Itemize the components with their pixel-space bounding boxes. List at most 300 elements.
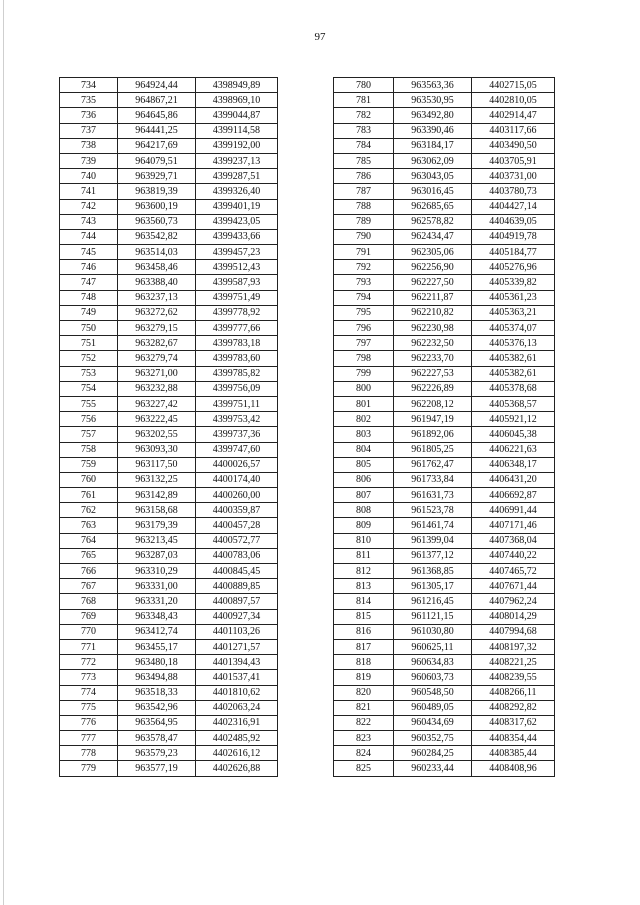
x-coordinate-cell: 963577,19 xyxy=(118,761,196,776)
y-coordinate-cell: 4399753,42 xyxy=(196,412,278,427)
x-coordinate-cell: 963016,45 xyxy=(394,184,472,199)
point-number-cell: 788 xyxy=(334,199,394,214)
y-coordinate-cell: 4399326,40 xyxy=(196,184,278,199)
table-row xyxy=(60,78,278,93)
table-row xyxy=(60,564,278,579)
point-number-cell: 747 xyxy=(60,275,118,290)
table-row xyxy=(334,123,555,138)
x-coordinate-cell: 964924,44 xyxy=(118,78,196,93)
y-coordinate-cell: 4403117,66 xyxy=(472,123,555,138)
y-coordinate-cell: 4399512,43 xyxy=(196,260,278,275)
table-row xyxy=(334,609,555,624)
table-row xyxy=(60,290,278,305)
x-coordinate-cell: 961121,15 xyxy=(394,609,472,624)
table-row xyxy=(60,472,278,487)
x-coordinate-cell: 963455,17 xyxy=(118,639,196,654)
table-row xyxy=(60,321,278,336)
table-row xyxy=(334,199,555,214)
point-number-cell: 750 xyxy=(60,321,118,336)
y-coordinate-cell: 4405921,12 xyxy=(472,412,555,427)
y-coordinate-cell: 4406348,17 xyxy=(472,457,555,472)
x-coordinate-cell: 962230,98 xyxy=(394,321,472,336)
table-row xyxy=(334,93,555,108)
table-row xyxy=(60,351,278,366)
table-row xyxy=(60,260,278,275)
point-number-cell: 805 xyxy=(334,457,394,472)
x-coordinate-cell: 963388,40 xyxy=(118,275,196,290)
y-coordinate-cell: 4408292,82 xyxy=(472,700,555,715)
y-coordinate-cell: 4402063,24 xyxy=(196,700,278,715)
x-coordinate-cell: 963331,00 xyxy=(118,579,196,594)
table-row xyxy=(60,366,278,381)
point-number-cell: 801 xyxy=(334,396,394,411)
point-number-cell: 767 xyxy=(60,579,118,594)
table-row xyxy=(60,700,278,715)
y-coordinate-cell: 4408408,96 xyxy=(472,761,555,776)
y-coordinate-cell: 4399756,09 xyxy=(196,381,278,396)
table-row xyxy=(60,412,278,427)
point-number-cell: 758 xyxy=(60,442,118,457)
x-coordinate-cell: 962434,47 xyxy=(394,229,472,244)
point-number-cell: 765 xyxy=(60,548,118,563)
point-number-cell: 796 xyxy=(334,321,394,336)
table-row xyxy=(334,655,555,670)
x-coordinate-cell: 963142,89 xyxy=(118,488,196,503)
y-coordinate-cell: 4398969,10 xyxy=(196,93,278,108)
table-row xyxy=(334,169,555,184)
page-number: 97 xyxy=(314,31,326,43)
y-coordinate-cell: 4399587,93 xyxy=(196,275,278,290)
table-row xyxy=(334,396,555,411)
table-row xyxy=(334,533,555,548)
table-row xyxy=(60,396,278,411)
x-coordinate-cell: 963390,46 xyxy=(394,123,472,138)
y-coordinate-cell: 4407671,44 xyxy=(472,579,555,594)
y-coordinate-cell: 4399737,36 xyxy=(196,427,278,442)
y-coordinate-cell: 4401103,26 xyxy=(196,624,278,639)
x-coordinate-cell: 963579,23 xyxy=(118,746,196,761)
x-coordinate-cell: 963237,13 xyxy=(118,290,196,305)
table-row xyxy=(334,639,555,654)
y-coordinate-cell: 4408266,11 xyxy=(472,685,555,700)
table-row xyxy=(334,503,555,518)
point-number-cell: 742 xyxy=(60,199,118,214)
point-number-cell: 761 xyxy=(60,488,118,503)
x-coordinate-cell: 963232,88 xyxy=(118,381,196,396)
table-row xyxy=(334,518,555,533)
x-coordinate-cell: 963272,62 xyxy=(118,305,196,320)
point-number-cell: 815 xyxy=(334,609,394,624)
x-coordinate-cell: 960233,44 xyxy=(394,761,472,776)
y-coordinate-cell: 4406431,20 xyxy=(472,472,555,487)
table-row xyxy=(60,199,278,214)
point-number-cell: 760 xyxy=(60,472,118,487)
point-number-cell: 755 xyxy=(60,396,118,411)
point-number-cell: 794 xyxy=(334,290,394,305)
y-coordinate-cell: 4408385,44 xyxy=(472,746,555,761)
y-coordinate-cell: 4400897,57 xyxy=(196,594,278,609)
point-number-cell: 772 xyxy=(60,655,118,670)
x-coordinate-cell: 964441,25 xyxy=(118,123,196,138)
y-coordinate-cell: 4402810,05 xyxy=(472,93,555,108)
y-coordinate-cell: 4400783,06 xyxy=(196,548,278,563)
table-row xyxy=(334,214,555,229)
x-coordinate-cell: 963412,74 xyxy=(118,624,196,639)
point-number-cell: 819 xyxy=(334,670,394,685)
table-row xyxy=(334,746,555,761)
point-number-cell: 798 xyxy=(334,351,394,366)
x-coordinate-cell: 963043,05 xyxy=(394,169,472,184)
y-coordinate-cell: 4401271,57 xyxy=(196,639,278,654)
point-number-cell: 748 xyxy=(60,290,118,305)
x-coordinate-cell: 961377,12 xyxy=(394,548,472,563)
x-coordinate-cell: 960625,11 xyxy=(394,639,472,654)
x-coordinate-cell: 961368,85 xyxy=(394,564,472,579)
y-coordinate-cell: 4402316,91 xyxy=(196,715,278,730)
y-coordinate-cell: 4405376,13 xyxy=(472,336,555,351)
table-row xyxy=(60,245,278,260)
point-number-cell: 783 xyxy=(334,123,394,138)
point-number-cell: 795 xyxy=(334,305,394,320)
table-row xyxy=(334,321,555,336)
point-number-cell: 768 xyxy=(60,594,118,609)
x-coordinate-cell: 963348,43 xyxy=(118,609,196,624)
point-number-cell: 791 xyxy=(334,245,394,260)
y-coordinate-cell: 4400457,28 xyxy=(196,518,278,533)
table-row xyxy=(334,381,555,396)
point-number-cell: 804 xyxy=(334,442,394,457)
y-coordinate-cell: 4399287,51 xyxy=(196,169,278,184)
y-coordinate-cell: 4399044,87 xyxy=(196,108,278,123)
point-number-cell: 754 xyxy=(60,381,118,396)
x-coordinate-cell: 963179,39 xyxy=(118,518,196,533)
x-coordinate-cell: 962233,70 xyxy=(394,351,472,366)
y-coordinate-cell: 4399457,23 xyxy=(196,245,278,260)
y-coordinate-cell: 4405368,57 xyxy=(472,396,555,411)
point-number-cell: 802 xyxy=(334,412,394,427)
table-row xyxy=(334,731,555,746)
table-row xyxy=(60,594,278,609)
y-coordinate-cell: 4398949,89 xyxy=(196,78,278,93)
x-coordinate-cell: 962578,82 xyxy=(394,214,472,229)
point-number-cell: 809 xyxy=(334,518,394,533)
y-coordinate-cell: 4405361,23 xyxy=(472,290,555,305)
y-coordinate-cell: 4399114,58 xyxy=(196,123,278,138)
point-number-cell: 736 xyxy=(60,108,118,123)
y-coordinate-cell: 4404639,05 xyxy=(472,214,555,229)
table-row xyxy=(334,579,555,594)
y-coordinate-cell: 4407962,24 xyxy=(472,594,555,609)
point-number-cell: 823 xyxy=(334,731,394,746)
y-coordinate-cell: 4400927,34 xyxy=(196,609,278,624)
x-coordinate-cell: 963492,80 xyxy=(394,108,472,123)
point-number-cell: 739 xyxy=(60,153,118,168)
point-number-cell: 779 xyxy=(60,761,118,776)
point-number-cell: 810 xyxy=(334,533,394,548)
table-row xyxy=(334,336,555,351)
table-row xyxy=(60,746,278,761)
y-coordinate-cell: 4405382,61 xyxy=(472,366,555,381)
y-coordinate-cell: 4399433,66 xyxy=(196,229,278,244)
x-coordinate-cell: 960352,75 xyxy=(394,731,472,746)
x-coordinate-cell: 962210,82 xyxy=(394,305,472,320)
table-row xyxy=(60,503,278,518)
y-coordinate-cell: 4399192,00 xyxy=(196,138,278,153)
point-number-cell: 807 xyxy=(334,488,394,503)
y-coordinate-cell: 4405378,68 xyxy=(472,381,555,396)
y-coordinate-cell: 4401537,41 xyxy=(196,670,278,685)
point-number-cell: 774 xyxy=(60,685,118,700)
y-coordinate-cell: 4400359,87 xyxy=(196,503,278,518)
y-coordinate-cell: 4404427,14 xyxy=(472,199,555,214)
point-number-cell: 751 xyxy=(60,336,118,351)
table-row xyxy=(60,457,278,472)
point-number-cell: 803 xyxy=(334,427,394,442)
y-coordinate-cell: 4400026,57 xyxy=(196,457,278,472)
table-row xyxy=(60,731,278,746)
y-coordinate-cell: 4405363,21 xyxy=(472,305,555,320)
y-coordinate-cell: 4408317,62 xyxy=(472,715,555,730)
x-coordinate-cell: 964645,86 xyxy=(118,108,196,123)
y-coordinate-cell: 4408197,32 xyxy=(472,639,555,654)
y-coordinate-cell: 4399785,82 xyxy=(196,366,278,381)
table-row xyxy=(334,488,555,503)
point-number-cell: 780 xyxy=(334,78,394,93)
y-coordinate-cell: 4405339,82 xyxy=(472,275,555,290)
x-coordinate-cell: 963929,71 xyxy=(118,169,196,184)
table-row xyxy=(60,442,278,457)
table-row xyxy=(334,351,555,366)
point-number-cell: 787 xyxy=(334,184,394,199)
point-number-cell: 790 xyxy=(334,229,394,244)
point-number-cell: 785 xyxy=(334,153,394,168)
y-coordinate-cell: 4403490,50 xyxy=(472,138,555,153)
y-coordinate-cell: 4402485,92 xyxy=(196,731,278,746)
table-row xyxy=(60,639,278,654)
point-number-cell: 777 xyxy=(60,731,118,746)
point-number-cell: 756 xyxy=(60,412,118,427)
table-row xyxy=(334,229,555,244)
table-row xyxy=(334,108,555,123)
point-number-cell: 814 xyxy=(334,594,394,609)
y-coordinate-cell: 4402914,47 xyxy=(472,108,555,123)
x-coordinate-cell: 963458,46 xyxy=(118,260,196,275)
y-coordinate-cell: 4405374,07 xyxy=(472,321,555,336)
x-coordinate-cell: 960634,83 xyxy=(394,655,472,670)
point-number-cell: 792 xyxy=(334,260,394,275)
x-coordinate-cell: 962227,50 xyxy=(394,275,472,290)
x-coordinate-cell: 963282,67 xyxy=(118,336,196,351)
x-coordinate-cell: 961399,04 xyxy=(394,533,472,548)
point-number-cell: 824 xyxy=(334,746,394,761)
y-coordinate-cell: 4399237,13 xyxy=(196,153,278,168)
y-coordinate-cell: 4403705,91 xyxy=(472,153,555,168)
table-row xyxy=(60,336,278,351)
y-coordinate-cell: 4408354,44 xyxy=(472,731,555,746)
y-coordinate-cell: 4400260,00 xyxy=(196,488,278,503)
x-coordinate-cell: 964867,21 xyxy=(118,93,196,108)
table-row xyxy=(334,275,555,290)
x-coordinate-cell: 960548,50 xyxy=(394,685,472,700)
y-coordinate-cell: 4399778,92 xyxy=(196,305,278,320)
table-row xyxy=(334,594,555,609)
point-number-cell: 811 xyxy=(334,548,394,563)
x-coordinate-cell: 963279,15 xyxy=(118,321,196,336)
y-coordinate-cell: 4399401,19 xyxy=(196,199,278,214)
table-row xyxy=(334,245,555,260)
table-row xyxy=(334,442,555,457)
x-coordinate-cell: 960434,69 xyxy=(394,715,472,730)
y-coordinate-cell: 4404919,78 xyxy=(472,229,555,244)
x-coordinate-cell: 963514,03 xyxy=(118,245,196,260)
x-coordinate-cell: 962305,06 xyxy=(394,245,472,260)
table-row xyxy=(334,366,555,381)
table-row xyxy=(334,78,555,93)
x-coordinate-cell: 963542,82 xyxy=(118,229,196,244)
point-number-cell: 781 xyxy=(334,93,394,108)
x-coordinate-cell: 961733,84 xyxy=(394,472,472,487)
x-coordinate-cell: 960603,73 xyxy=(394,670,472,685)
y-coordinate-cell: 4403780,73 xyxy=(472,184,555,199)
point-number-cell: 743 xyxy=(60,214,118,229)
point-number-cell: 778 xyxy=(60,746,118,761)
x-coordinate-cell: 962232,50 xyxy=(394,336,472,351)
y-coordinate-cell: 4399783,60 xyxy=(196,351,278,366)
x-coordinate-cell: 961030,80 xyxy=(394,624,472,639)
point-number-cell: 763 xyxy=(60,518,118,533)
x-coordinate-cell: 961523,78 xyxy=(394,503,472,518)
point-number-cell: 797 xyxy=(334,336,394,351)
x-coordinate-cell: 963563,36 xyxy=(394,78,472,93)
point-number-cell: 773 xyxy=(60,670,118,685)
y-coordinate-cell: 4407994,68 xyxy=(472,624,555,639)
point-number-cell: 770 xyxy=(60,624,118,639)
y-coordinate-cell: 4408014,29 xyxy=(472,609,555,624)
point-number-cell: 749 xyxy=(60,305,118,320)
x-coordinate-cell: 963480,18 xyxy=(118,655,196,670)
x-coordinate-cell: 961631,73 xyxy=(394,488,472,503)
x-coordinate-cell: 960284,25 xyxy=(394,746,472,761)
table-row xyxy=(60,715,278,730)
table-row xyxy=(60,609,278,624)
x-coordinate-cell: 963819,39 xyxy=(118,184,196,199)
table-row xyxy=(60,548,278,563)
point-number-cell: 759 xyxy=(60,457,118,472)
point-number-cell: 776 xyxy=(60,715,118,730)
x-coordinate-cell: 962227,53 xyxy=(394,366,472,381)
y-coordinate-cell: 4399777,66 xyxy=(196,321,278,336)
table-row xyxy=(334,290,555,305)
x-coordinate-cell: 962685,65 xyxy=(394,199,472,214)
x-coordinate-cell: 963062,09 xyxy=(394,153,472,168)
table-row xyxy=(60,624,278,639)
x-coordinate-cell: 961461,74 xyxy=(394,518,472,533)
scan-edge-line xyxy=(3,0,4,905)
x-coordinate-cell: 963494,88 xyxy=(118,670,196,685)
y-coordinate-cell: 4401810,62 xyxy=(196,685,278,700)
x-coordinate-cell: 962208,12 xyxy=(394,396,472,411)
y-coordinate-cell: 4399783,18 xyxy=(196,336,278,351)
y-coordinate-cell: 4400174,40 xyxy=(196,472,278,487)
table-row xyxy=(60,427,278,442)
point-number-cell: 806 xyxy=(334,472,394,487)
table-row xyxy=(334,685,555,700)
point-number-cell: 816 xyxy=(334,624,394,639)
table-row xyxy=(60,184,278,199)
x-coordinate-cell: 963560,73 xyxy=(118,214,196,229)
y-coordinate-cell: 4407368,04 xyxy=(472,533,555,548)
point-number-cell: 793 xyxy=(334,275,394,290)
table-row xyxy=(334,427,555,442)
point-number-cell: 775 xyxy=(60,700,118,715)
point-number-cell: 740 xyxy=(60,169,118,184)
y-coordinate-cell: 4408239,55 xyxy=(472,670,555,685)
x-coordinate-cell: 963271,00 xyxy=(118,366,196,381)
x-coordinate-cell: 963184,17 xyxy=(394,138,472,153)
point-number-cell: 771 xyxy=(60,639,118,654)
point-number-cell: 734 xyxy=(60,78,118,93)
x-coordinate-cell: 963158,68 xyxy=(118,503,196,518)
point-number-cell: 738 xyxy=(60,138,118,153)
y-coordinate-cell: 4402715,05 xyxy=(472,78,555,93)
y-coordinate-cell: 4399423,05 xyxy=(196,214,278,229)
x-coordinate-cell: 963227,42 xyxy=(118,396,196,411)
table-row xyxy=(334,305,555,320)
x-coordinate-cell: 963310,29 xyxy=(118,564,196,579)
x-coordinate-cell: 963331,20 xyxy=(118,594,196,609)
x-coordinate-cell: 962211,87 xyxy=(394,290,472,305)
x-coordinate-cell: 961892,06 xyxy=(394,427,472,442)
table-row xyxy=(334,761,555,776)
y-coordinate-cell: 4399747,60 xyxy=(196,442,278,457)
y-coordinate-cell: 4407171,46 xyxy=(472,518,555,533)
y-coordinate-cell: 4405276,96 xyxy=(472,260,555,275)
point-number-cell: 821 xyxy=(334,700,394,715)
y-coordinate-cell: 4402626,88 xyxy=(196,761,278,776)
x-coordinate-cell: 963279,74 xyxy=(118,351,196,366)
y-coordinate-cell: 4402616,12 xyxy=(196,746,278,761)
y-coordinate-cell: 4403731,00 xyxy=(472,169,555,184)
point-number-cell: 769 xyxy=(60,609,118,624)
table-row xyxy=(60,761,278,776)
point-number-cell: 800 xyxy=(334,381,394,396)
table-row xyxy=(334,624,555,639)
x-coordinate-cell: 961762,47 xyxy=(394,457,472,472)
table-row xyxy=(60,381,278,396)
x-coordinate-cell: 961216,45 xyxy=(394,594,472,609)
table-row xyxy=(60,108,278,123)
point-number-cell: 744 xyxy=(60,229,118,244)
table-row xyxy=(60,533,278,548)
y-coordinate-cell: 4399751,49 xyxy=(196,290,278,305)
point-number-cell: 820 xyxy=(334,685,394,700)
table-row xyxy=(60,685,278,700)
point-number-cell: 825 xyxy=(334,761,394,776)
x-coordinate-cell: 963542,96 xyxy=(118,700,196,715)
point-number-cell: 786 xyxy=(334,169,394,184)
y-coordinate-cell: 4405382,61 xyxy=(472,351,555,366)
point-number-cell: 764 xyxy=(60,533,118,548)
point-number-cell: 753 xyxy=(60,366,118,381)
y-coordinate-cell: 4400889,85 xyxy=(196,579,278,594)
table-row xyxy=(60,169,278,184)
table-row xyxy=(334,548,555,563)
table-row xyxy=(60,123,278,138)
x-coordinate-cell: 963132,25 xyxy=(118,472,196,487)
y-coordinate-cell: 4400572,77 xyxy=(196,533,278,548)
coordinates-table-right xyxy=(333,77,555,777)
x-coordinate-cell: 964217,69 xyxy=(118,138,196,153)
